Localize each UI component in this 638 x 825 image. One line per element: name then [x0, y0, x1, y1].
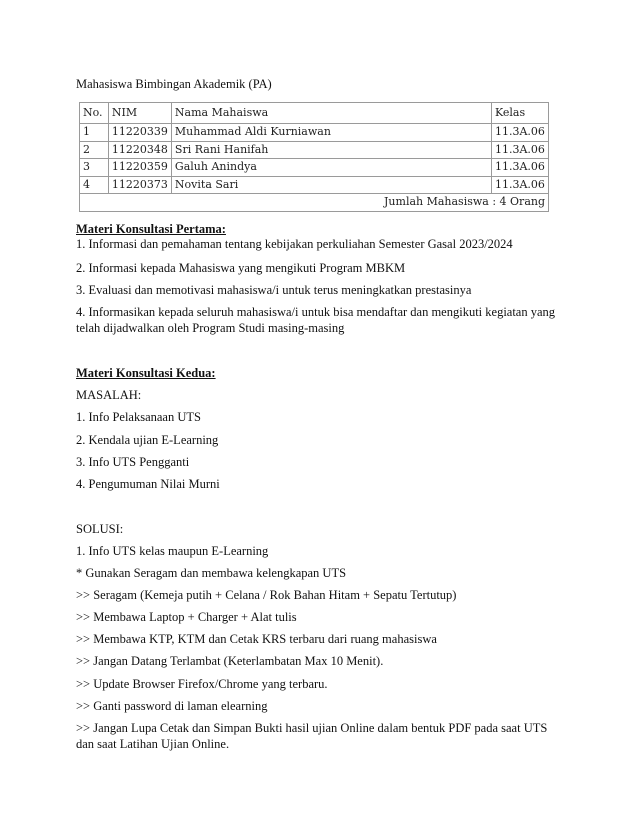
table-row [80, 124, 549, 142]
solusi-label: SOLUSI: [76, 522, 124, 536]
first-item-2: 2. Informasi kepada Mahasiswa yang mengikuti Program MBKM [76, 261, 406, 275]
cell-kelas: 11.3A.06 [491, 176, 548, 194]
first-item-1: 1. Informasi dan pemahaman tentang kebijakan perkuliahan Semester Gasal 2023/2024 [76, 237, 513, 251]
solusi-item: >> Jangan Datang Terlambat (Keterlambatan Max 10 Menit). [76, 654, 384, 668]
header-kelas: Kelas [491, 103, 548, 124]
students-table-container [79, 102, 549, 212]
cell-kelas: 11.3A.06 [491, 141, 548, 159]
masalah-label: MASALAH: [76, 388, 142, 402]
cell-nim: 11220373 [108, 176, 171, 194]
cell-nama: Muhammad Aldi Kurniawan [171, 124, 491, 142]
solusi-item: >> Membawa KTP, KTM dan Cetak KRS terbaru dari ruang mahasiswa [76, 632, 437, 646]
header-no: No. [80, 103, 109, 124]
cell-kelas: 11.3A.06 [491, 124, 548, 142]
table-row [80, 159, 549, 177]
table-header-row [80, 103, 549, 124]
cell-nama: Sri Rani Hanifah [171, 141, 491, 159]
students-table [79, 102, 549, 212]
cell-no: 1 [80, 124, 109, 142]
table-total-row [80, 194, 549, 212]
cell-nama: Galuh Anindya [171, 159, 491, 177]
solusi-item: * Gunakan Seragam dan membawa kelengkapan UTS [76, 566, 347, 580]
second-consultation-heading: Materi Konsultasi Kedua: [76, 366, 216, 380]
masalah-item-3: 3. Info UTS Pengganti [76, 455, 190, 469]
cell-nama: Novita Sari [171, 176, 491, 194]
cell-no: 3 [80, 159, 109, 177]
cell-no: 4 [80, 176, 109, 194]
table-row [80, 141, 549, 159]
first-consultation-heading: Materi Konsultasi Pertama: [76, 222, 226, 236]
masalah-item-1: 1. Info Pelaksanaan UTS [76, 410, 201, 424]
masalah-item-2: 2. Kendala ujian E-Learning [76, 433, 219, 447]
table-row [80, 176, 549, 194]
cell-nim: 11220348 [108, 141, 171, 159]
cell-nim: 11220339 [108, 124, 171, 142]
first-item-3: 3. Evaluasi dan memotivasi mahasiswa/i untuk terus meningkatkan prestasinya [76, 283, 472, 297]
header-nim: NIM [108, 103, 171, 124]
solusi-item: >> Membawa Laptop + Charger + Alat tulis [76, 610, 297, 624]
cell-kelas: 11.3A.06 [491, 159, 548, 177]
student-count: Jumlah Mahasiswa : 4 Orang [80, 194, 549, 212]
masalah-item-4: 4. Pengumuman Nilai Murni [76, 477, 220, 491]
cell-nim: 11220359 [108, 159, 171, 177]
solusi-item: >> Update Browser Firefox/Chrome yang terbaru. [76, 677, 328, 691]
document-title: Mahasiswa Bimbingan Akademik (PA) [76, 77, 272, 91]
cell-no: 2 [80, 141, 109, 159]
first-item-4: 4. Informasikan kepada seluruh mahasiswa/i untuk bisa mendaftar dan mengikuti kegiatan yang telah dijadwalkan oleh Program Studi masing-masing [76, 305, 556, 335]
header-nama: Nama Mahaiswa [171, 103, 491, 124]
solusi-item: >> Ganti password di laman elearning [76, 699, 268, 713]
solusi-item: >> Jangan Lupa Cetak dan Simpan Bukti hasil ujian Online dalam bentuk PDF pada saat UTS dan saat Latihan Ujian Online. [76, 721, 548, 751]
solusi-item: 1. Info UTS kelas maupun E-Learning [76, 544, 269, 558]
solusi-item: >> Seragam (Kemeja putih + Celana / Rok Bahan Hitam + Sepatu Tertutup) [76, 588, 457, 602]
